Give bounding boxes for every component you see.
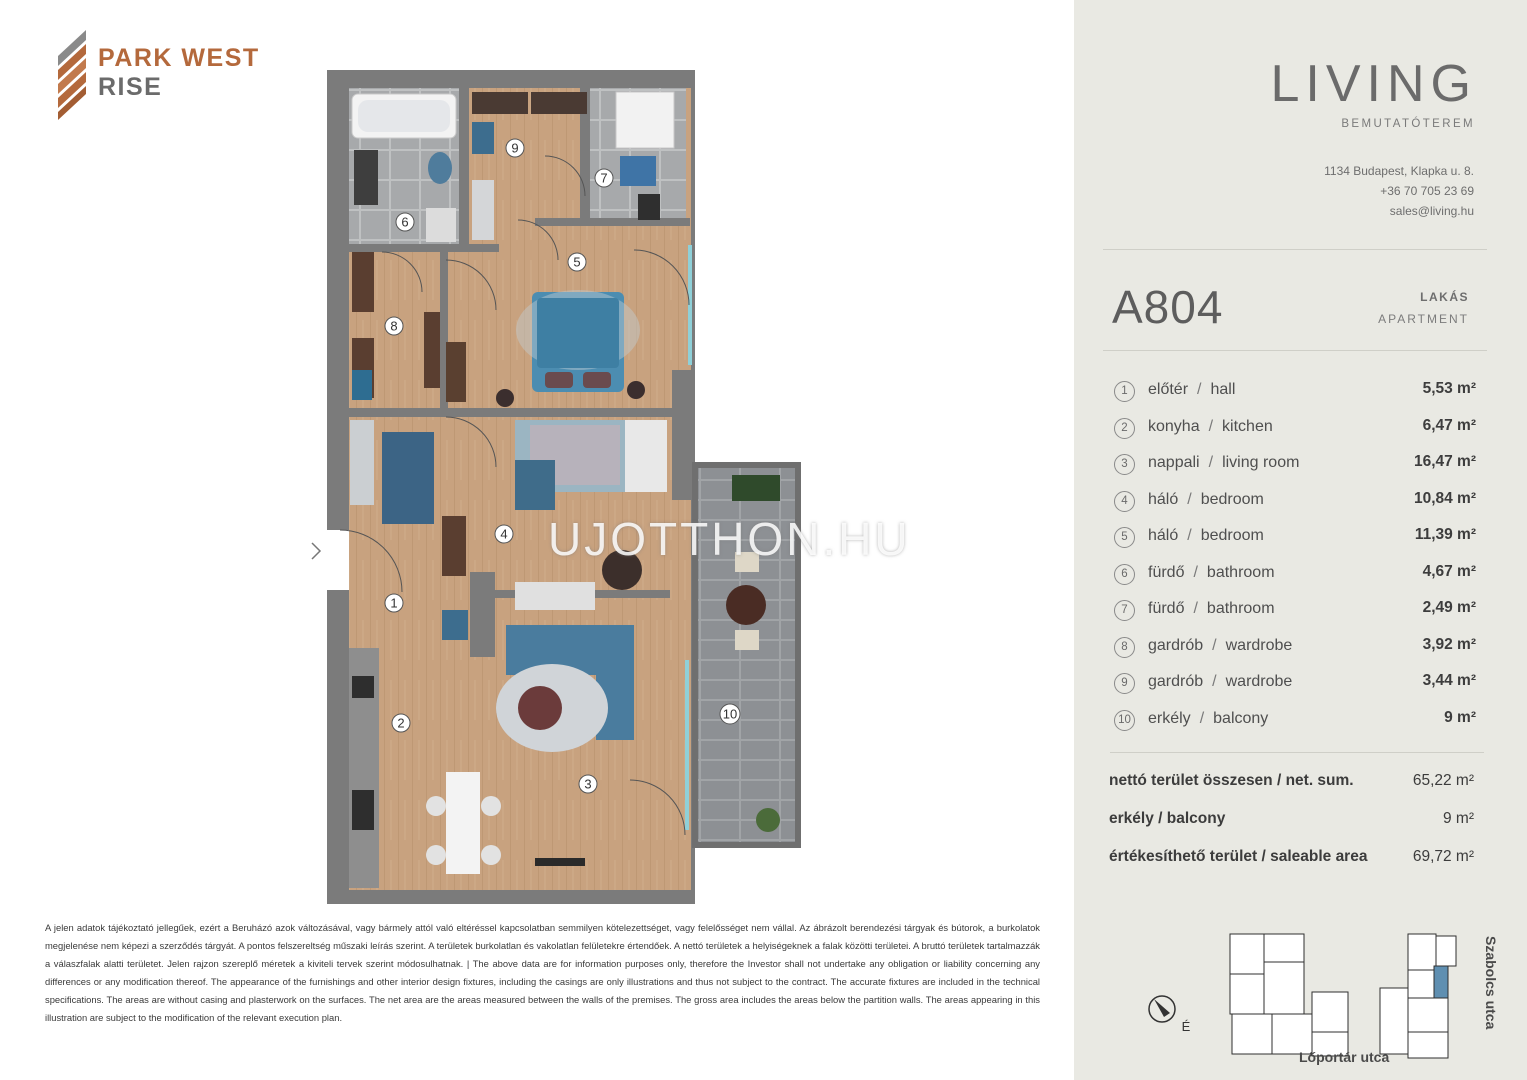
room-marker-4 bbox=[495, 525, 513, 543]
room-name: fürdő / bathroom bbox=[1148, 600, 1275, 617]
room-area: 3,92 m² bbox=[1422, 635, 1476, 653]
logo-line-2: RISE bbox=[98, 73, 163, 101]
room-name: konyha / kitchen bbox=[1148, 417, 1273, 435]
svg-text:6: 6 bbox=[401, 214, 409, 230]
room-row bbox=[1112, 559, 1476, 596]
room-area: 10,84 m² bbox=[1413, 489, 1476, 507]
room-row bbox=[1112, 376, 1476, 413]
room-number-badge: 6 bbox=[1114, 564, 1135, 585]
living-brand bbox=[1271, 56, 1478, 130]
room-area: 11,39 m² bbox=[1414, 526, 1476, 543]
room-row bbox=[1112, 595, 1476, 632]
contact-address: 1134 Budapest, Klapka u. 8. bbox=[1324, 164, 1474, 178]
svg-text:1: 1 bbox=[390, 595, 398, 611]
svg-text:9: 9 bbox=[511, 140, 519, 156]
brand-name: LIVING bbox=[1270, 55, 1477, 113]
room-area: 9 m² bbox=[1444, 708, 1476, 726]
contact-info bbox=[1324, 161, 1474, 221]
contact-phone: +36 70 705 23 69 bbox=[1380, 184, 1474, 198]
room-marker-2 bbox=[392, 714, 410, 732]
room-marker-7 bbox=[595, 169, 613, 187]
floor-plan-drawing bbox=[300, 60, 820, 910]
saleable-area-value: 69,72 m² bbox=[1412, 848, 1474, 865]
room-name: erkély / balcony bbox=[1148, 709, 1269, 727]
room-name: fürdő / bathroom bbox=[1148, 563, 1275, 581]
room-name: háló / bedroom bbox=[1148, 490, 1264, 508]
svg-text:3: 3 bbox=[584, 776, 592, 792]
svg-text:2: 2 bbox=[397, 715, 405, 731]
apartment-type-en: APARTMENT bbox=[1378, 312, 1469, 326]
room-number-badge: 8 bbox=[1114, 637, 1135, 658]
room-marker-6 bbox=[396, 213, 414, 231]
balcony-area-row bbox=[1109, 806, 1474, 844]
svg-text:5: 5 bbox=[573, 254, 581, 270]
site-plan-diagram bbox=[1140, 928, 1500, 1068]
north-label: É bbox=[1181, 1019, 1191, 1034]
room-number-badge: 7 bbox=[1114, 600, 1135, 621]
room-row bbox=[1112, 522, 1476, 559]
room-marker-3 bbox=[579, 775, 597, 793]
room-area: 6,47 m² bbox=[1422, 416, 1476, 434]
disclaimer-text: A jelen adatok tájékoztató jellegűek, ezért a Beruházó azok változásával, vagy bármely attól való eltéréssel kapcsolatban semmilyen kötelezettséget, vagy felelősséget nem vállal. Az ábrázolt berendezési tárgyak és bútorok, a burkolatok megjelenése nem képezi a szerződés tárgyát. A pontos felszereltség műszaki leírás szerint. A területek burkolatlan és vakolatlan felületekre értendőek. A nettó területek a helyiségeknek a falak közötti területei. A bruttó területek tartalmazzák a válaszfalak alatti területet. Jelen rajzon szereplő méretek a kiviteli tervek szerint módosulhatnak. | The above data are for information purposes only, therefore the Investor shall not undertake any obligation or liability concerning any differences or any modification thereof. The appearance of the furnishings and other interior design fixtures, including the casings are only illustrations and thus not subject to the contract. The accurate fixtures are included in the technical specifications. The areas are without casing and plasterwork on the surfaces. The net area are the areas measured between the walls of the premises. The gross area includes the areas below the partition walls. The areas appearing in this illustration are subject to the modification of the relevant execution plan. bbox=[45, 922, 1040, 1023]
room-list bbox=[1112, 376, 1476, 741]
divider bbox=[1103, 350, 1487, 351]
contact-email: sales@living.hu bbox=[1389, 204, 1474, 218]
room-number-badge: 9 bbox=[1114, 673, 1135, 694]
room-number-badge: 5 bbox=[1114, 527, 1135, 548]
brand-subtitle: BEMUTATÓTEREM bbox=[1341, 118, 1475, 130]
room-marker-1 bbox=[385, 594, 403, 612]
balcony-area-value: 9 m² bbox=[1443, 810, 1474, 827]
room-area: 5,53 m² bbox=[1422, 380, 1476, 397]
watermark: UJOTTHON.HU bbox=[548, 513, 911, 565]
net-area-value: 65,22 m² bbox=[1412, 772, 1474, 789]
room-row bbox=[1112, 705, 1476, 742]
info-panel bbox=[1074, 0, 1527, 1080]
room-number-badge: 10 bbox=[1114, 710, 1135, 731]
north-compass-icon bbox=[1146, 991, 1194, 1035]
room-row bbox=[1112, 668, 1476, 705]
room-marker-8 bbox=[385, 317, 403, 335]
room-name: nappali / living room bbox=[1148, 454, 1300, 471]
apartment-type-hu: LAKÁS bbox=[1420, 290, 1469, 304]
room-marker-5 bbox=[568, 253, 586, 271]
divider bbox=[1103, 249, 1487, 250]
room-area: 4,67 m² bbox=[1422, 562, 1476, 580]
room-row bbox=[1112, 449, 1476, 486]
room-row bbox=[1112, 413, 1476, 450]
room-area: 2,49 m² bbox=[1422, 599, 1476, 616]
entrance-arrow-icon bbox=[309, 540, 323, 562]
logo-stripes-icon bbox=[54, 30, 90, 120]
room-number-badge: 3 bbox=[1114, 454, 1135, 475]
park-west-rise-logo bbox=[54, 30, 284, 120]
room-number-badge: 4 bbox=[1114, 491, 1135, 512]
saleable-area-label: értékesíthető terület / saleable area bbox=[1109, 848, 1368, 865]
net-area-label: nettó terület összesen / net. sum. bbox=[1109, 772, 1354, 789]
divider bbox=[1110, 752, 1484, 753]
area-summary bbox=[1109, 768, 1474, 882]
room-area: 16,47 m² bbox=[1413, 453, 1476, 470]
logo-line-1: PARK WEST bbox=[98, 44, 260, 72]
room-number-badge: 2 bbox=[1114, 418, 1135, 439]
saleable-area-row bbox=[1109, 844, 1474, 882]
apartment-code: A804 bbox=[1112, 281, 1224, 333]
room-area: 3,44 m² bbox=[1422, 672, 1476, 689]
room-name: gardrób / wardrobe bbox=[1148, 673, 1293, 690]
room-marker-10 bbox=[720, 704, 740, 724]
svg-text:8: 8 bbox=[390, 318, 398, 334]
street-label-bottom: Lőportár utca bbox=[1299, 1049, 1390, 1065]
net-area-row bbox=[1109, 768, 1474, 806]
svg-text:4: 4 bbox=[500, 526, 508, 542]
apartment-type bbox=[1378, 290, 1469, 326]
room-row bbox=[1112, 632, 1476, 669]
floor-plan bbox=[300, 60, 820, 910]
room-marker-9 bbox=[506, 139, 524, 157]
room-name: előtér / hall bbox=[1148, 381, 1236, 398]
room-number-badge: 1 bbox=[1114, 381, 1135, 402]
room-row bbox=[1112, 486, 1476, 523]
room-name: gardrób / wardrobe bbox=[1148, 636, 1293, 654]
room-name: háló / bedroom bbox=[1148, 527, 1264, 544]
balcony-area-label: erkély / balcony bbox=[1109, 810, 1226, 827]
street-label-right: Szabolcs utca bbox=[1483, 936, 1499, 1030]
svg-text:7: 7 bbox=[600, 170, 608, 186]
svg-text:10: 10 bbox=[722, 706, 738, 722]
